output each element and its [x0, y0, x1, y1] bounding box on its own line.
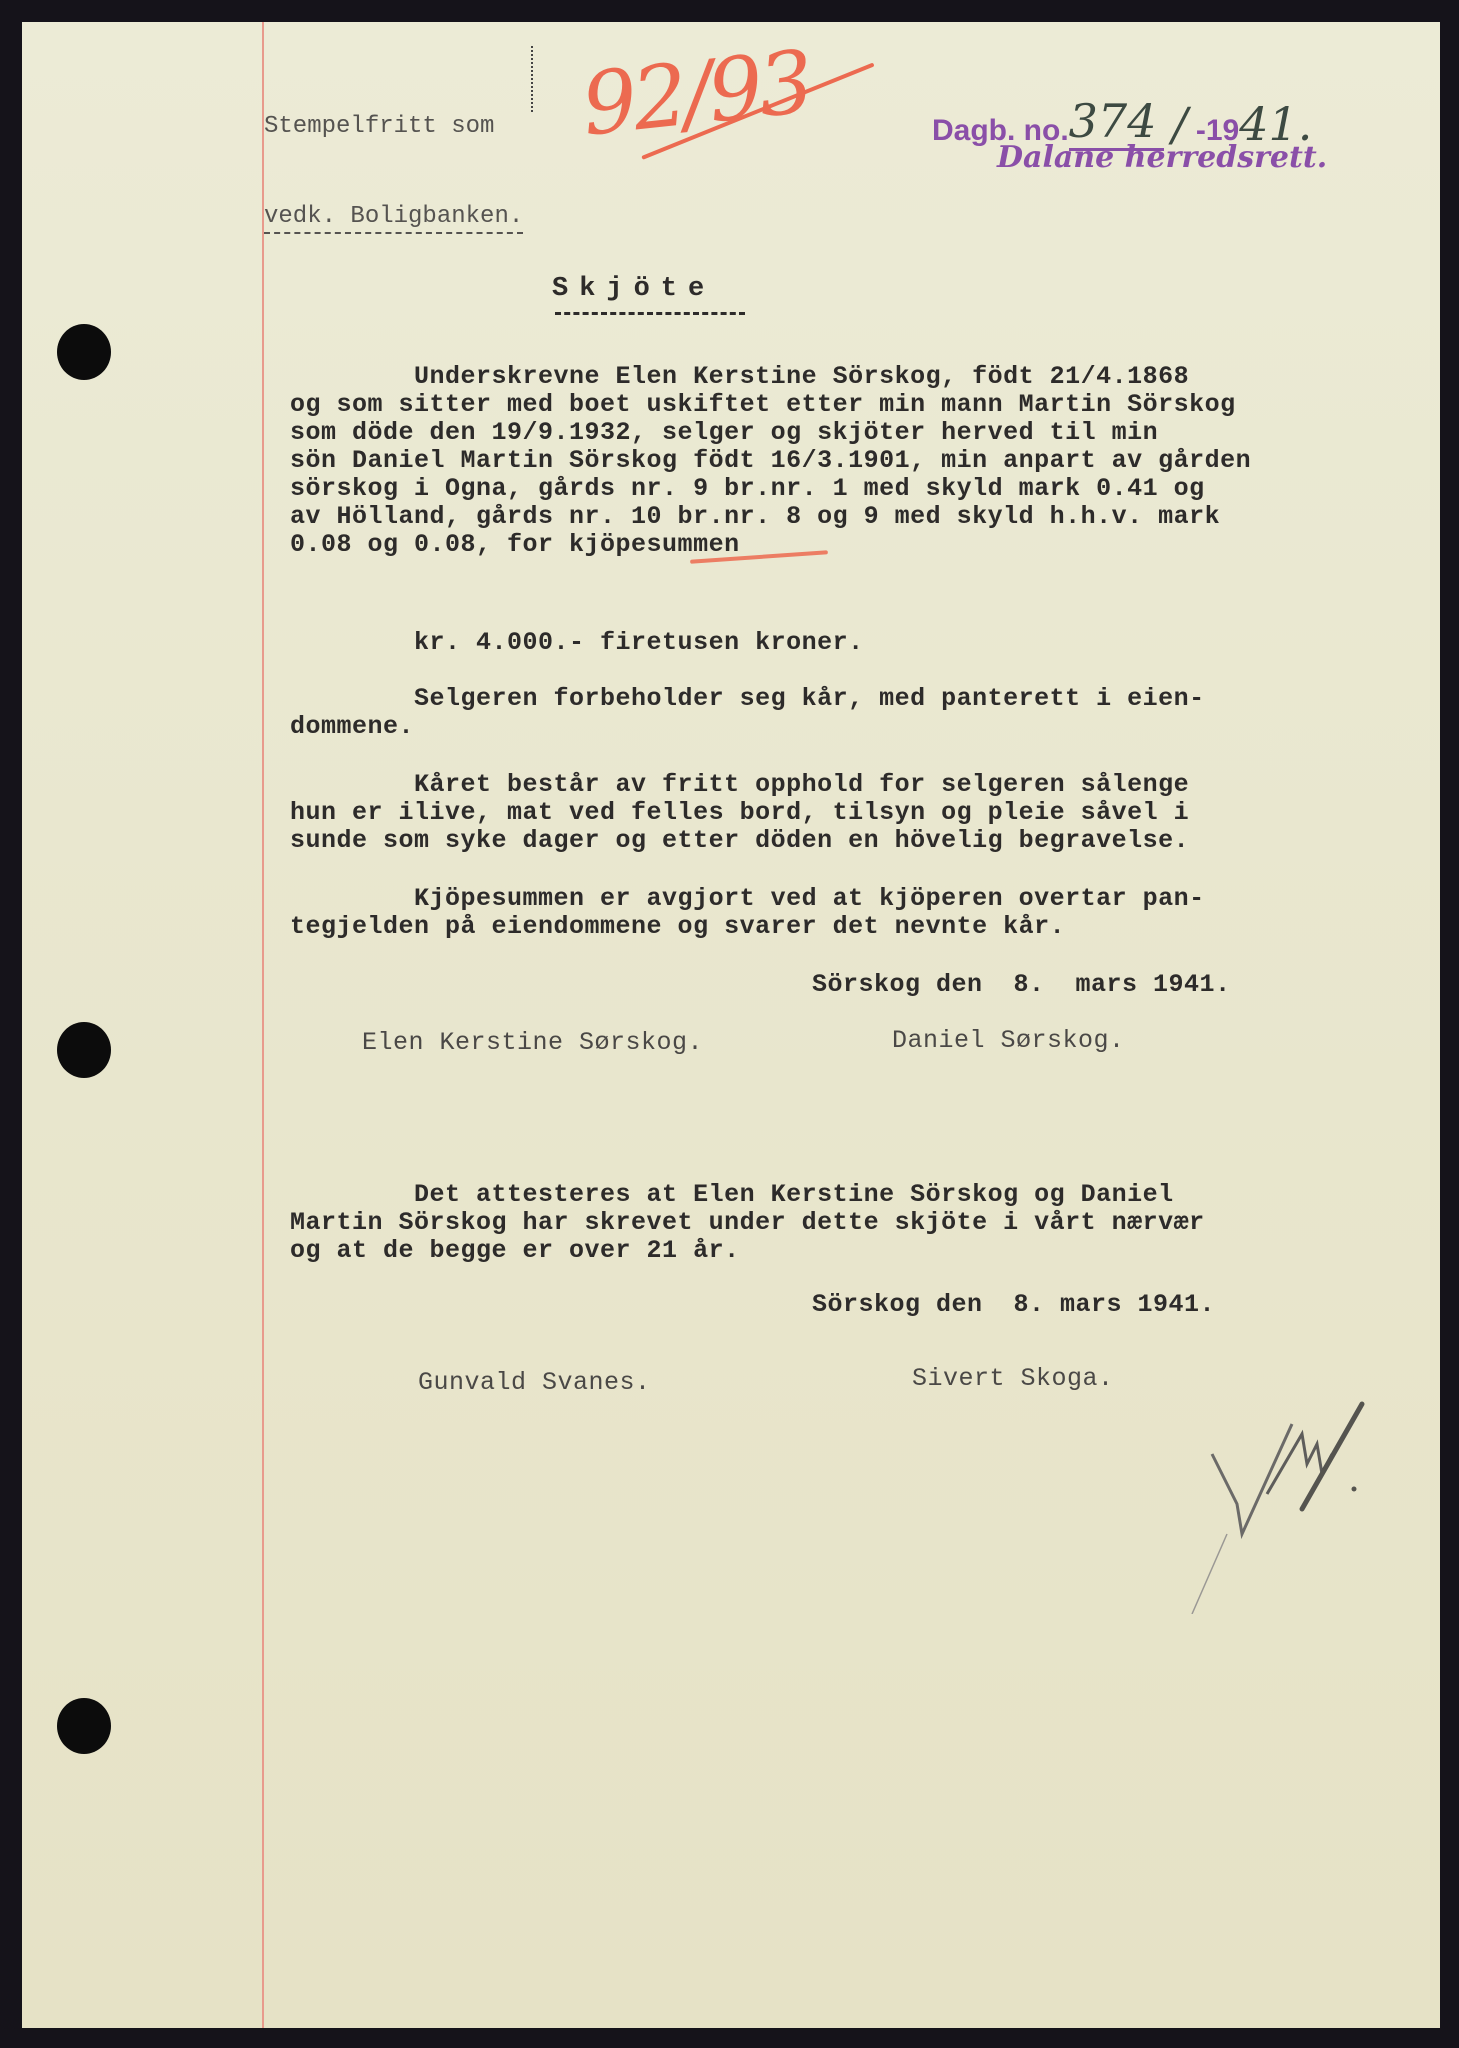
price-line: kr. 4.000.- firetusen kroner. [290, 628, 864, 657]
punch-hole [57, 1022, 111, 1078]
text-line: dommene. [290, 712, 415, 741]
registry-year-suffix: 41. [1239, 97, 1313, 151]
text-line: som döde den 19/9.1932, selger og skjöter herved til min [290, 418, 1159, 447]
signature-buyer: Daniel Sørskog. [892, 1026, 1125, 1055]
text-line: og som sitter med boet uskiftet etter min mann Martin Sörskog [290, 390, 1236, 419]
registry-separator: / [1172, 97, 1188, 151]
registry-prefix: Dagb. no. [932, 114, 1069, 147]
text-line: tegjelden på eiendommene og svarer det nevnte kår. [290, 912, 1066, 941]
stamp-free-note [264, 52, 523, 324]
title-underline [555, 312, 745, 315]
attestation-line: og at de begge er over 21 år. [290, 1236, 740, 1265]
attestation-line: Det attesteres at Elen Kerstine Sörskog og Daniel [290, 1180, 1174, 1209]
text-line: av Hölland, gårds nr. 10 br.nr. 8 og 9 med skyld h.h.v. mark [290, 502, 1221, 531]
text-line: 0.08 og 0.08, for kjöpesummen [290, 530, 740, 559]
signature-witness-2: Sivert Skoga. [912, 1364, 1114, 1393]
handwritten-number: 92/93 [577, 32, 815, 156]
text-line: Selgeren forbeholder seg kår, med panterett i eien- [290, 684, 1205, 713]
pencil-initials-icon [1182, 1384, 1382, 1614]
registry-number: 374 [1068, 94, 1157, 148]
text-line: hun er ilive, mat ved felles bord, tilsyn og pleie såvel i [290, 798, 1190, 827]
signature-seller: Elen Kerstine Sørskog. [362, 1028, 704, 1057]
signature-witness-1: Gunvald Svanes. [418, 1368, 651, 1397]
stamp-free-line-2: vedk. Boligbanken. [264, 202, 523, 234]
court-stamp: Dalane herredsrett. [997, 140, 1328, 175]
registry-year-prefix: -19 [1195, 114, 1240, 147]
bracket-line [531, 46, 533, 112]
text-line: sunde som syke dager og etter döden en hövelig begravelse. [290, 826, 1190, 855]
text-line: sön Daniel Martin Sörskog födt 16/3.1901, min anpart av gården [290, 446, 1252, 475]
text-line: sörskog i Ogna, gårds nr. 9 br.nr. 1 med skyld mark 0.41 og [290, 474, 1205, 503]
text-line: Underskrevne Elen Kerstine Sörskog, födt 21/4.1868 [290, 362, 1190, 391]
place-date: Sörskog den 8. mars 1941. [812, 970, 1231, 999]
punch-hole [57, 1698, 111, 1754]
place-date: Sörskog den 8. mars 1941. [812, 1290, 1216, 1319]
document-page [22, 22, 1440, 2028]
text-line: Kjöpesummen er avgjort ved at kjöperen overtar pan- [290, 884, 1205, 913]
attestation-line: Martin Sörskog har skrevet under dette skjöte i vårt nærvær [290, 1208, 1205, 1237]
document-title: Skjöte [552, 274, 716, 304]
text-line: Kåret består av fritt opphold for selgeren sålenge [290, 770, 1190, 799]
stamp-free-line-1: Stempelfritt som [264, 113, 495, 140]
punch-hole [57, 324, 111, 380]
